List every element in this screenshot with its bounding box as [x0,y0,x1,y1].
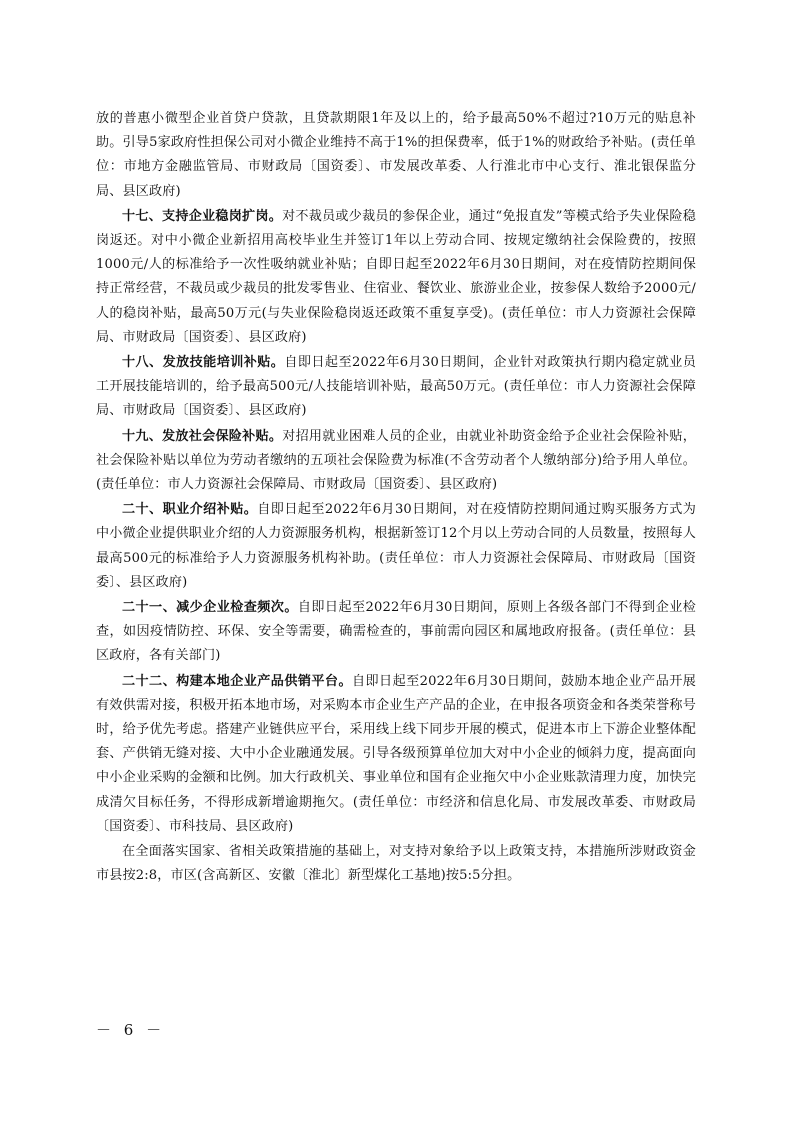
paragraph-heading: 十九、发放社会保险补贴。 [122,428,283,444]
paragraph-text: 自即日起至2022年6月30日期间，企业针对政策执行期内稳定就业员工开展技能培训的，给予最高500元/人技能培训补贴，最高50万元。(责任单位：市人力资源社会保障局、市财政局〔国资委〕、县区政府) [96,355,696,419]
paragraph-17-job-stabilization [96,205,696,350]
paragraph-text: 对不裁员或少裁员的参保企业，通过“免报直发”等模式给予失业保险稳岗返还。对中小微企业新招用高校毕业生并签订1年以上劳动合同、按规定缴纳社会保险费的，按照1000元/人的标准给予一次性吸纳就业补贴；自即日起至2022年6月30日期间，对在疫情防控期间保持正常经营，不裁员或少裁员的批发零售业、住宿业、餐饮业、旅游业企业，按参保人数给予2000元/人的稳岗补贴，最高50万元(与失业保险稳岗返还政策不重复享受)。(责任单位：市人力资源社会保障局、市财政局〔国资委〕、县区政府) [96,208,696,345]
paragraph-text: 对招用就业困难人员的企业，由就业补助资金给予企业社会保险补贴，社会保险补贴以单位为劳动者缴纳的五项社会保险费为标准(不含劳动者个人缴纳部分)给予用人单位。(责任单位：市人力资源社会保障局、市财政局〔国资委〕、县区政府) [96,428,696,493]
paragraph-text: 放的普惠小微型企业首贷户贷款，且贷款期限1年及以上的，给予最高50%不超过?10万元的贴息补助。引导5家政府性担保公司对小微企业维持不高于1%的担保费率，低于1%的财政给予补贴。(责任单位：市地方金融监管局、市财政局〔国资委〕、市发展改革委、人行淮北市中心支行、淮北银保监分局、县区政府) [96,111,696,199]
paragraph-18-skills-training [96,351,696,424]
paragraph-heading: 十八、发放技能培训补贴。 [122,355,285,371]
paragraph-heading: 二十一、减少企业检查频次。 [122,600,298,616]
paragraph-heading: 十七、支持企业稳岗扩岗。 [122,208,283,224]
paragraph-20-job-referral [96,498,696,595]
paragraph-22-supply-platform [96,670,696,839]
paragraph-text: 自即日起至2022年6月30日期间，对在疫情防控期间通过购买服务方式为中小微企业提供职业介绍的人力资源服务机构，根据新签订12个月以上劳动合同的人员数量，按照每人最高500元的标准给予人力资源服务机构补助。(责任单位：市人力资源社会保障局、市财政局〔国资委〕、县区政府) [96,502,696,590]
document-body [96,107,696,890]
paragraph-19-social-insurance [96,425,696,498]
page-number: － 6 － [96,1021,166,1039]
paragraph-heading: 二十二、构建本地企业产品供销平台。 [122,673,352,689]
paragraph-funding-split [96,840,696,888]
paragraph-21-fewer-inspections [96,596,696,669]
paragraph-text: 在全面落实国家、省相关政策措施的基础上，对支持对象给予以上政策支持，本措施所涉财政资金市县按2:8，市区(含高新区、安徽〔淮北〕新型煤化工基地)按5:5分担。 [96,844,696,884]
paragraph-text: 自即日起至2022年6月30日期间，原则上各级各部门不得到企业检查，如因疫情防控、环保、安全等需要，确需检查的，事前需向园区和属地政府报备。(责任单位：县区政府，各有关部门) [96,600,696,664]
paragraph-heading: 二十、职业介绍补贴。 [122,502,258,518]
paragraph-text: 自即日起至2022年6月30日期间，鼓励本地企业产品开展有效供需对接，积极开拓本地市场，对采购本市企业生产产品的企业，在申报各项资金和各类荣誉称号时，给予优先考虑。搭建产业链供应平台，采用线上线下同步开展的模式，促进本市上下游企业整体配套、产供销无缝对接、大中小企业融通发展。引导各级预算单位加大对中小企业的倾斜力度，提高面向中小企业采购的金额和比例。加大行政机关、事业单位和国有企业拖欠中小企业账款清理力度，加快完成清欠目标任务，不得形成新增逾期拖欠。(责任单位：市经济和信息化局、市发展改革委、市财政局〔国资委〕、市科技局、县区政府) [96,673,696,834]
paragraph-continued-loan-subsidy [96,107,696,204]
